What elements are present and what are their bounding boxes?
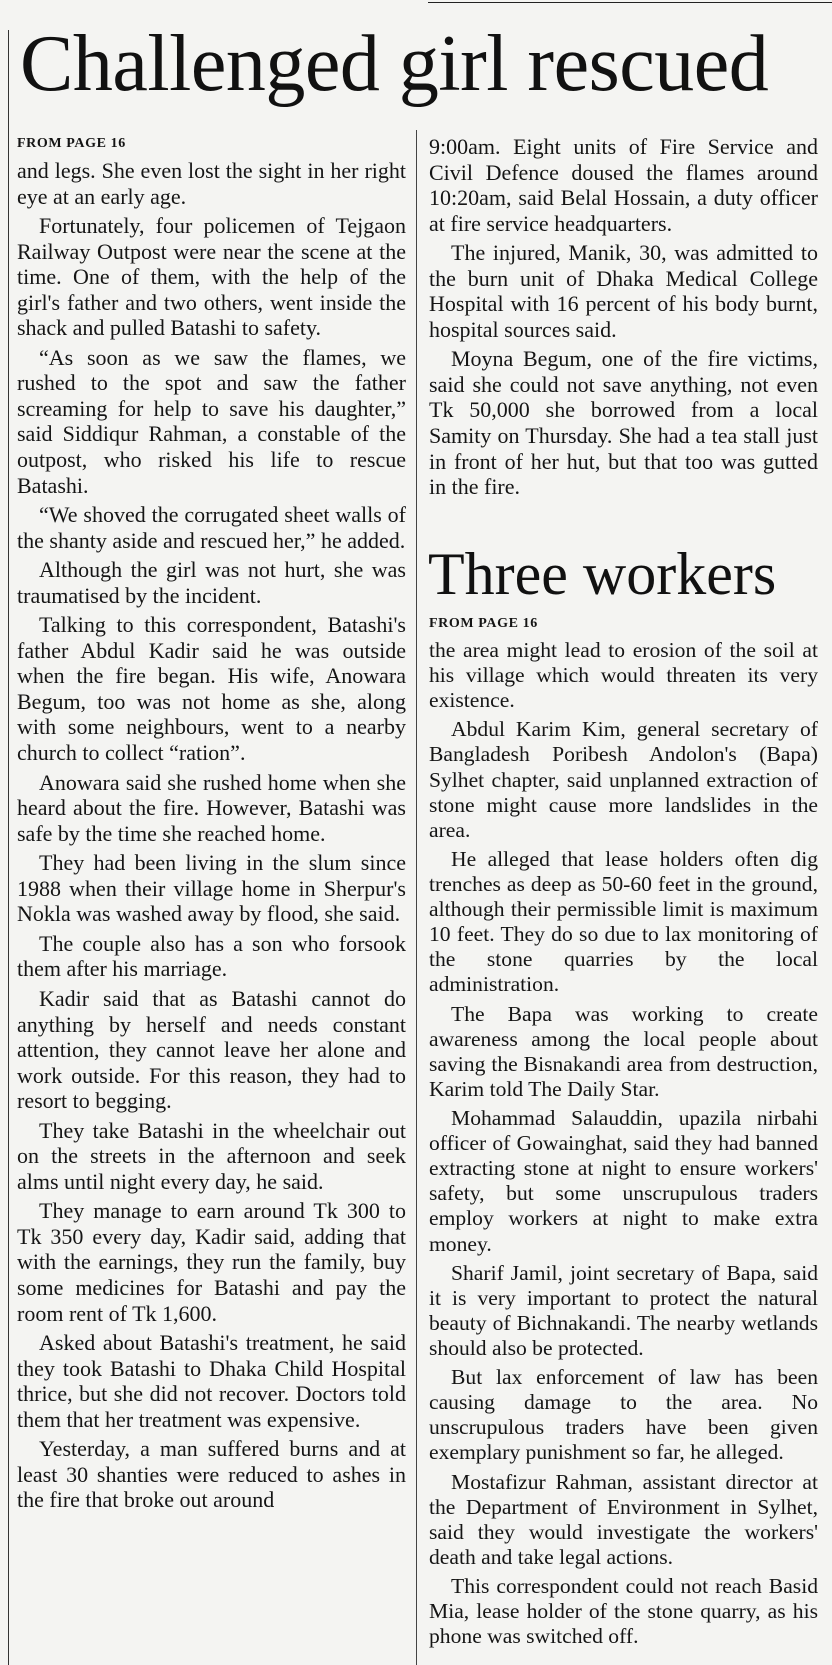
story-1-paragraph: and legs. She even lost the sight in her right eye at an early age. — [17, 158, 406, 209]
story-2-paragraph: But lax enforcement of law has been causing damage to the area. No unscrupulous traders have been given exemplary punishment so far, he alleged. — [429, 1365, 818, 1465]
story-2-kicker: FROM PAGE 16 — [429, 616, 538, 631]
story-1-paragraph: They manage to earn around Tk 300 to Tk 350 every day, Kadir said, adding that with the earnings, they run the family, buy some medicines for Batashi and pay the room rent of Tk 1,600. — [17, 1198, 406, 1326]
story-1-paragraph: “As soon as we saw the flames, we rushed to the spot and saw the father screaming for help to save his daughter,” said Siddiqur Rahman, a constable of the outpost, who risked his life to rescue Batashi. — [17, 344, 406, 498]
story-1-paragraph: They had been living in the slum since 1988 when their village home in Sherpur's Nokla was washed away by flood, she said. — [17, 850, 406, 927]
story-1-continued-paragraph: The injured, Manik, 30, was admitted to the burn unit of Dhaka Medical College Hospital with 16 percent of his body burnt, hospital sources said. — [429, 240, 818, 342]
story-1-paragraph: Talking to this correspondent, Batashi's father Abdul Kadir said he was outside when the fire began. His wife, Anowara Begum, too was not home as she, along with some neighbours, went to a nearby church to collect “ration”. — [17, 612, 406, 766]
story-2-headline: Three workers — [428, 541, 777, 607]
story-1-headline: Challenged girl rescued — [20, 20, 769, 108]
story-1-paragraph: They take Batashi in the wheelchair out on the streets in the afternoon and seek alms until night every day, he said. — [17, 1117, 406, 1194]
story-1-continued-paragraph: Moyna Begum, one of the fire victims, said she could not save anything, not even Tk 50,000 she borrowed from a local Samity on Thursday. She had a tea stall just in front of her hut, but that too was gutted in the fire. — [429, 346, 818, 500]
story-1-left-column — [17, 134, 406, 1517]
top-rule — [428, 2, 832, 3]
story-1-paragraph: “We shoved the corrugated sheet walls of the shanty aside and rescued her,” he added. — [17, 502, 406, 553]
story-1-paragraph: Yesterday, a man suffered burns and at least 30 shanties were reduced to ashes in the fire that broke out around — [17, 1436, 406, 1513]
story-2-paragraph: Mohammad Salauddin, upazila nirbahi officer of Gowainghat, said they had banned extracting stone at night to ensure workers' safety, but some unscrupulous traders employ workers at night to make extra money. — [429, 1105, 818, 1256]
story-2-paragraph: He alleged that lease holders often dig trenches as deep as 50-60 feet in the ground, although their permissible limit is maximum 10 feet. They do so due to lax monitoring of the stone quarries by the local administration. — [429, 846, 818, 997]
story-2-column — [429, 614, 818, 1653]
story-1-right-column — [429, 134, 818, 504]
story-2-paragraph: This correspondent could not reach Basid Mia, lease holder of the stone quarry, as his phone was switched off. — [429, 1573, 818, 1649]
story-1-kicker: FROM PAGE 16 — [17, 136, 126, 151]
story-1-paragraph: Although the girl was not hurt, she was traumatised by the incident. — [17, 557, 406, 608]
story-2-paragraph: Abdul Karim Kim, general secretary of Bangladesh Poribesh Andolon's (Bapa) Sylhet chapter, said unplanned extraction of stone might cause more landslides in the area. — [429, 717, 818, 842]
story-2-paragraph: The Bapa was working to create awareness among the local people about saving the Bisnakandi area from destruction, Karim told The Daily Star. — [429, 1001, 818, 1101]
story-2-paragraph: the area might lead to erosion of the soil at his village which would threaten its very existence. — [429, 638, 818, 713]
story-2-paragraph: Sharif Jamil, joint secretary of Bapa, said it is very important to protect the natural beauty of Bichnakandi. The nearby wetlands should also be protected. — [429, 1260, 818, 1360]
story-2-paragraph: Mostafizur Rahman, assistant director at the Department of Environment in Sylhet, said they would investigate the workers' death and take legal actions. — [429, 1469, 818, 1569]
story-1-paragraph: Asked about Batashi's treatment, he said they took Batashi to Dhaka Child Hospital thrice, but she did not recover. Doctors told them that her treatment was expensive. — [17, 1330, 406, 1432]
story-1-paragraph: The couple also has a son who forsook them after his marriage. — [17, 930, 406, 982]
story-1-paragraph: Kadir said that as Batashi cannot do anything by herself and needs constant attention, they cannot leave her alone and work outside. For this reason, they had to resort to begging. — [17, 985, 406, 1114]
story-1-paragraph: Anowara said she rushed home when she heard about the fire. However, Batashi was safe by the time she reached home. — [17, 769, 406, 846]
story-1-paragraph: Fortunately, four policemen of Tejgaon Railway Outpost were near the scene at the time. One of them, with the help of the girl's father and two others, went inside the shack and pulled Batashi to safety. — [17, 213, 406, 341]
column-divider — [416, 130, 417, 1665]
story-1-continued-paragraph: 9:00am. Eight units of Fire Service and Civil Defence doused the flames around 10:20am, said Belal Hossain, a duty officer at fire service headquarters. — [429, 134, 818, 236]
left-column-rule — [8, 30, 9, 1665]
